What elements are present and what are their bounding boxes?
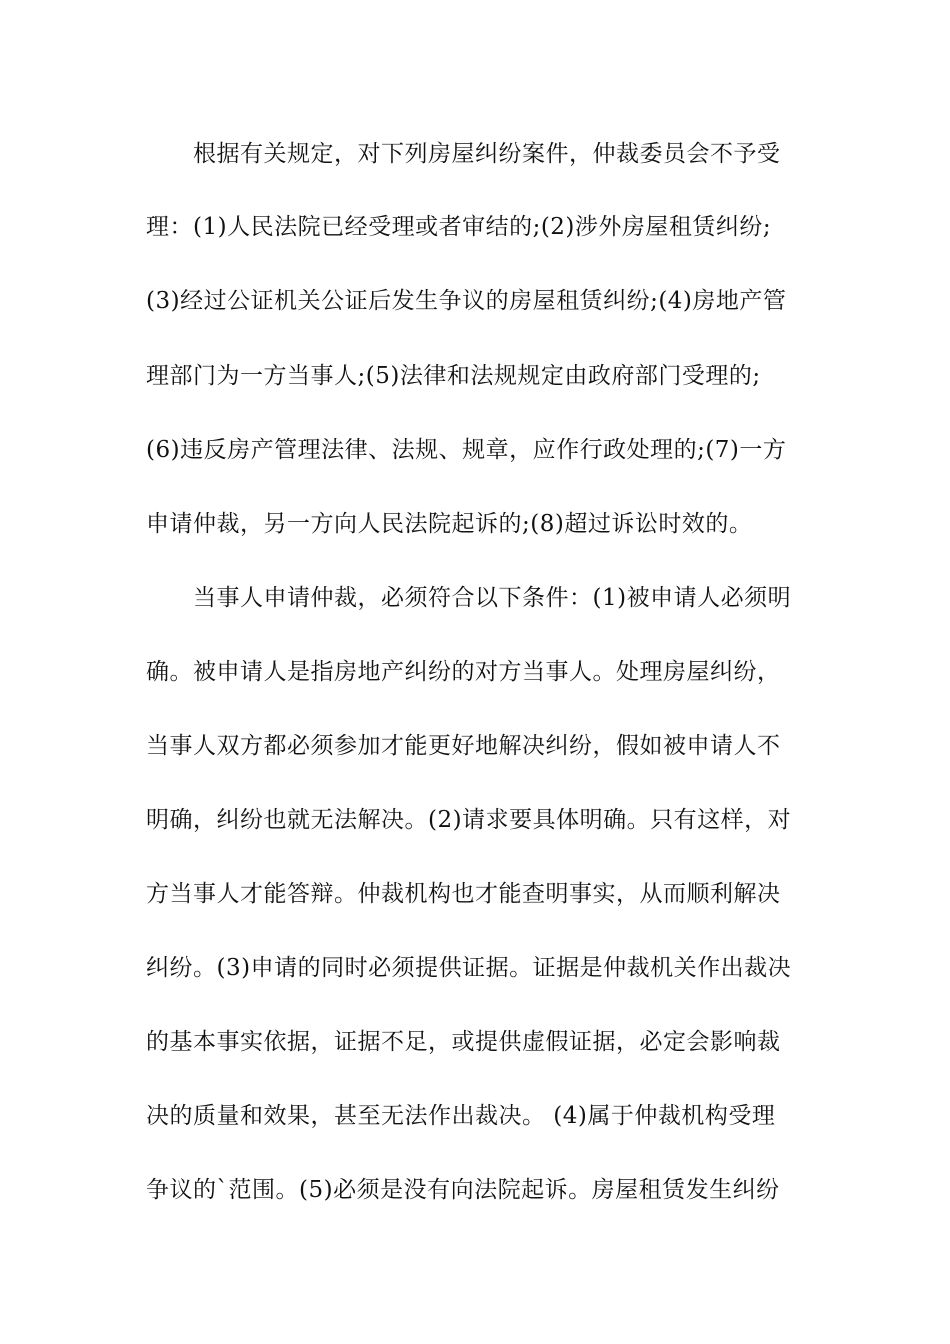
paragraph-2-line-5: 方当事人才能答辩。仲裁机构也才能查明事实，从而顺利解决 [146,881,781,907]
paragraph-1-line-6: 申请仲裁，另一方向人民法院起诉的;(8)超过诉讼时效的。 [146,511,753,537]
paragraph-2-line-4: 明确，纠纷也就无法解决。(2)请求要具体明确。只有这样，对 [146,807,792,833]
paragraph-2-line-8: 决的质量和效果，甚至无法作出裁决。 (4)属于仲裁机构受理 [146,1103,776,1129]
paragraph-1-line-1: 根据有关规定，对下列房屋纠纷案件，仲裁委员会不予受 [193,141,781,167]
paragraph-2-line-3: 当事人双方都必须参加才能更好地解决纠纷，假如被申请人不 [146,733,781,759]
paragraph-2-line-9: 争议的`范围。(5)必须是没有向法院起诉。房屋租赁发生纠纷 [146,1177,780,1203]
paragraph-1-line-4: 理部门为一方当事人;(5)法律和法规规定由政府部门受理的; [146,363,761,389]
paragraph-2-line-2: 确。被申请人是指房地产纠纷的对方当事人。处理房屋纠纷， [146,659,781,685]
paragraph-2-line-7: 的基本事实依据，证据不足，或提供虚假证据，必定会影响裁 [146,1029,781,1055]
paragraph-1-line-2: 理：(1)人民法院已经受理或者审结的;(2)涉外房屋租赁纠纷; [146,214,772,240]
paragraph-1-line-5: (6)违反房产管理法律、法规、规章，应作行政处理的;(7)一方 [146,437,787,463]
paragraph-1-line-3: (3)经过公证机关公证后发生争议的房屋租赁纠纷;(4)房地产管 [146,288,787,314]
paragraph-2-line-6: 纠纷。(3)申请的同时必须提供证据。证据是仲裁机关作出裁决 [146,955,792,981]
paragraph-2-line-1: 当事人申请仲裁，必须符合以下条件：(1)被申请人必须明 [193,585,792,611]
